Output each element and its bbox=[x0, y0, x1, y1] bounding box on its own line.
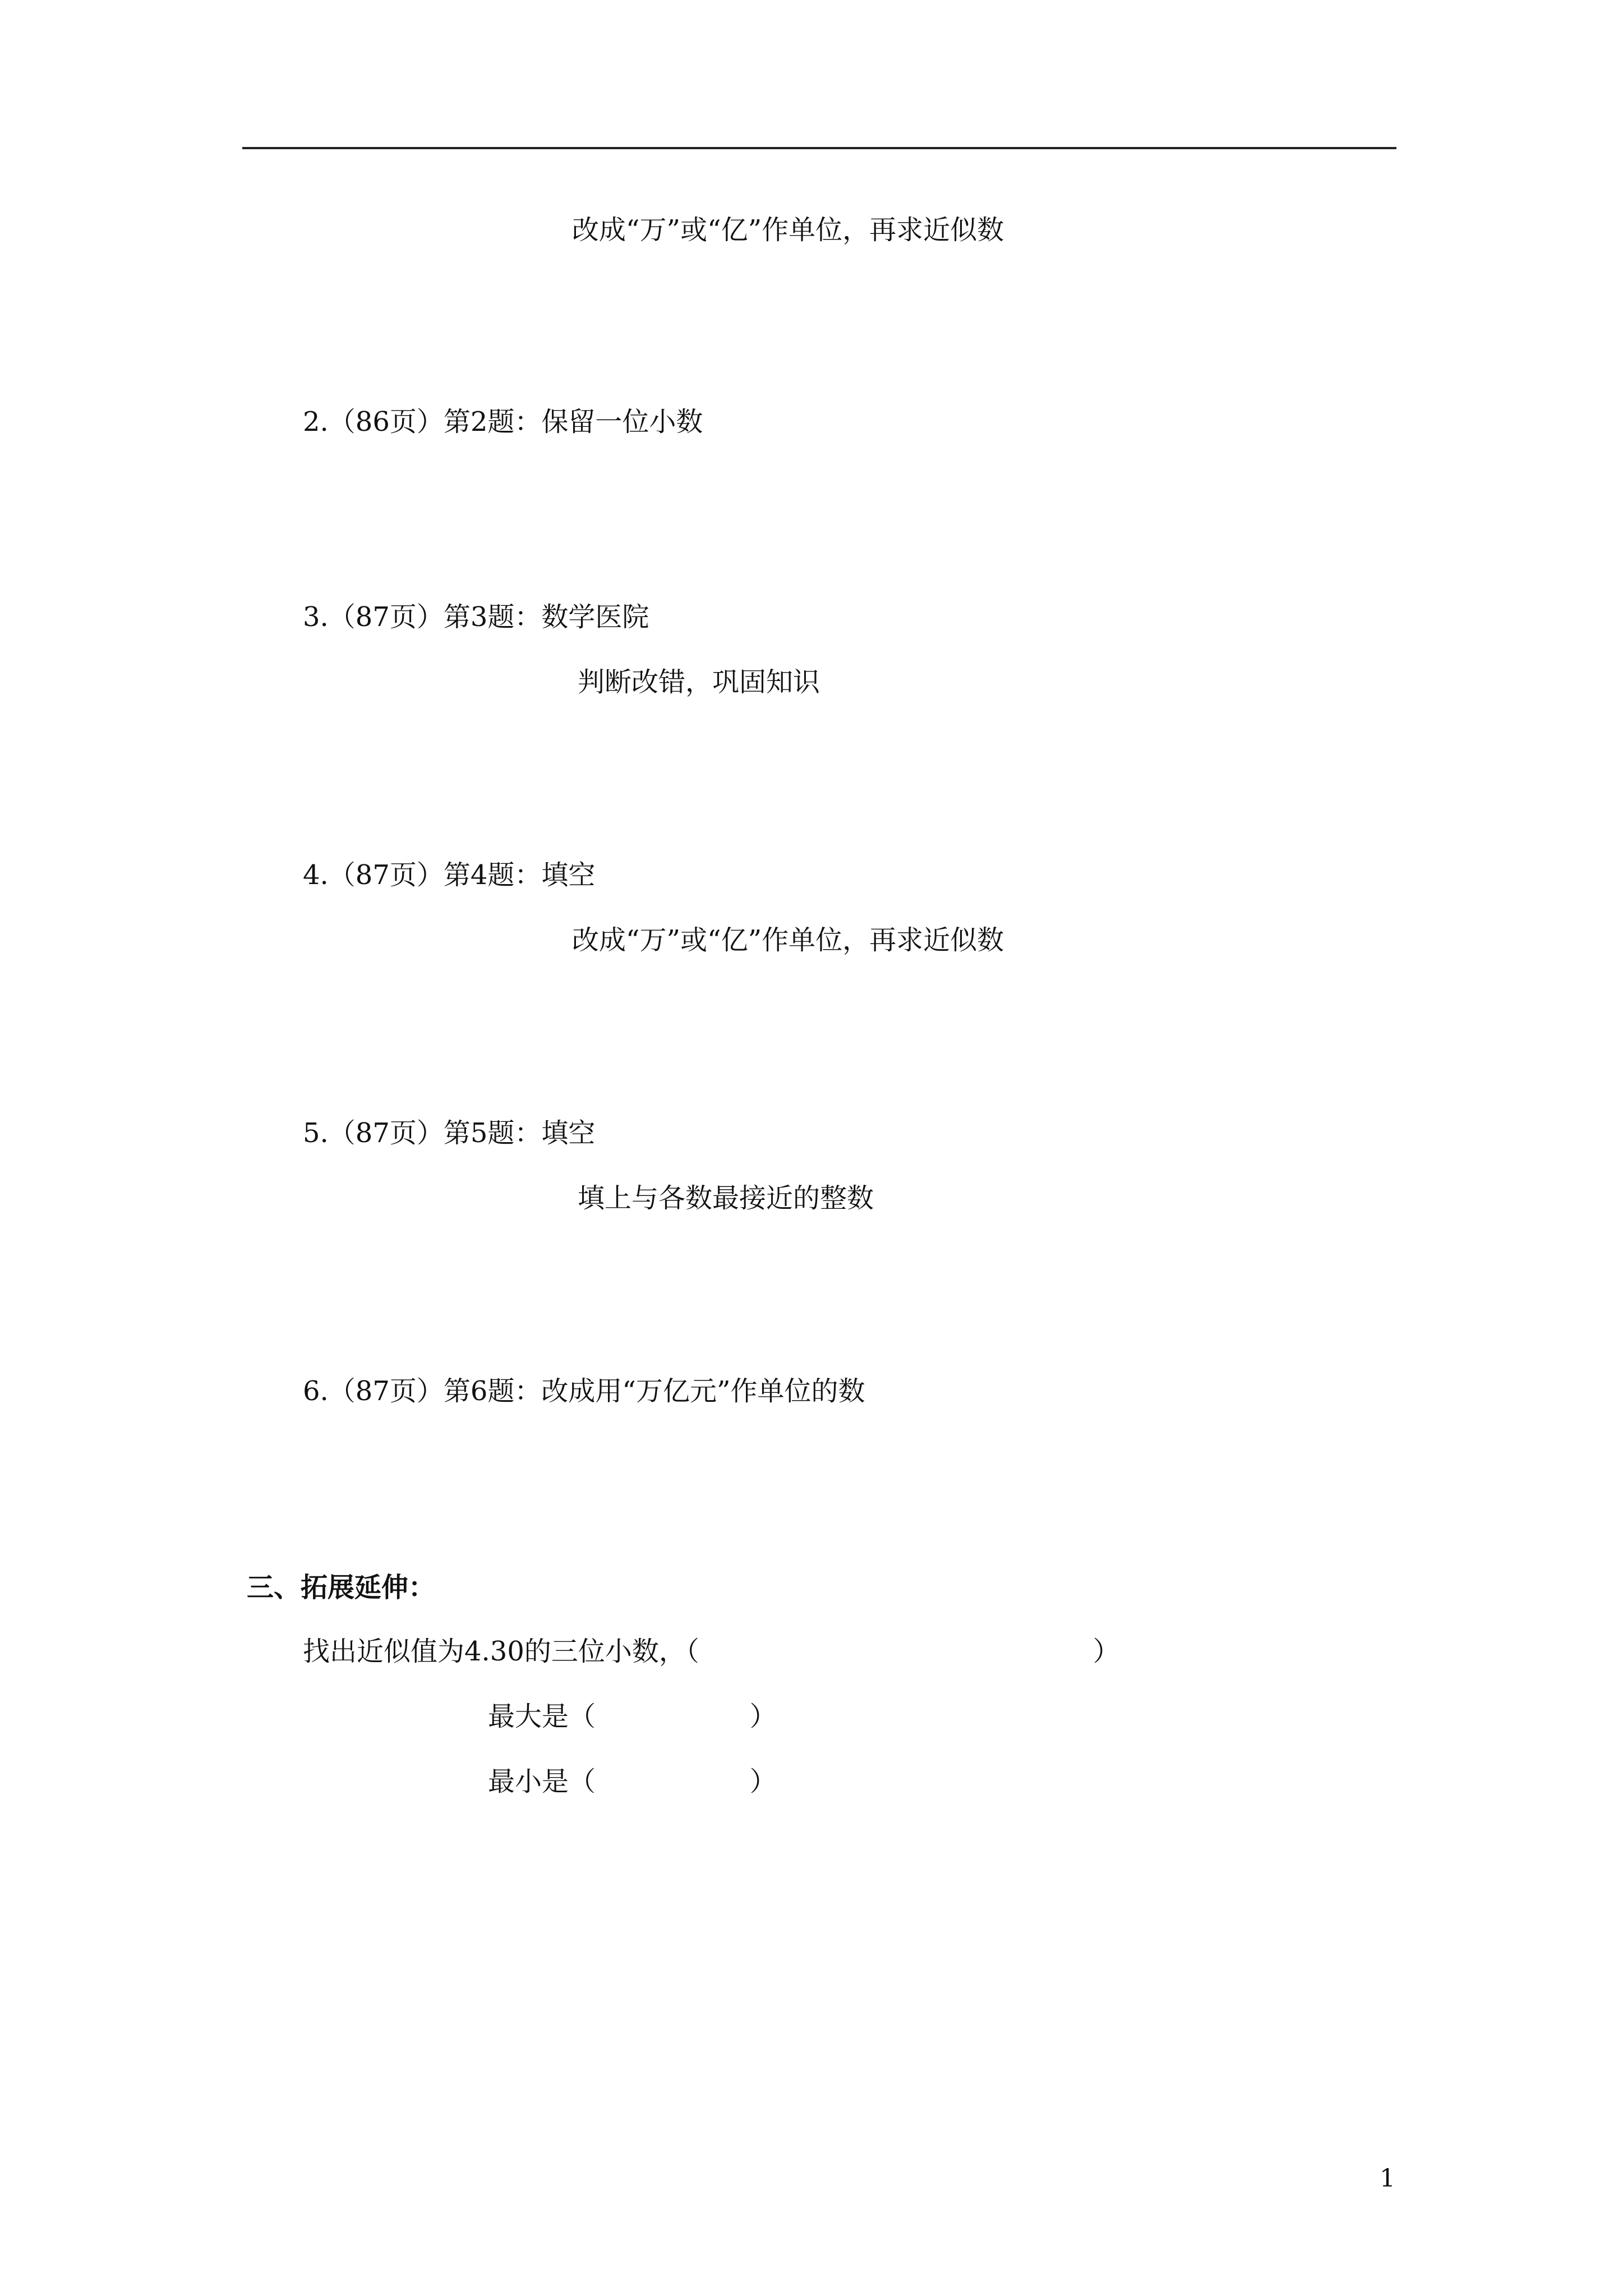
page-number: 1 bbox=[1380, 2164, 1395, 2193]
exercise-item-5: 5.（87页）第5题：填空 bbox=[303, 1117, 596, 1149]
exercise-note: 判断改错，巩固知识 bbox=[578, 666, 820, 698]
exercise-note: 填上与各数最接近的整数 bbox=[578, 1182, 874, 1214]
exercise-item-2: 2.（86页）第2题：保留一位小数 bbox=[303, 406, 703, 438]
exercise-item-3: 3.（87页）第3题：数学医院 bbox=[303, 601, 649, 633]
exercise-item-4: 4.（87页）第4题：填空 bbox=[303, 859, 596, 891]
exercise-item-6: 6.（87页）第6题：改成用“万亿元”作单位的数 bbox=[303, 1375, 865, 1407]
section-heading: 三、拓展延伸： bbox=[247, 1572, 436, 1603]
min-answer-line: 最小是（ ） bbox=[488, 1766, 777, 1797]
exercise-note: 改成“万”或“亿”作单位，再求近似数 bbox=[572, 214, 1004, 246]
header-rule bbox=[242, 147, 1396, 149]
exercise-note: 改成“万”或“亿”作单位，再求近似数 bbox=[572, 924, 1004, 956]
max-answer-line: 最大是（ ） bbox=[488, 1701, 777, 1732]
extension-question: 找出近似值为4.30的三位小数，（ ） bbox=[303, 1636, 1120, 1667]
